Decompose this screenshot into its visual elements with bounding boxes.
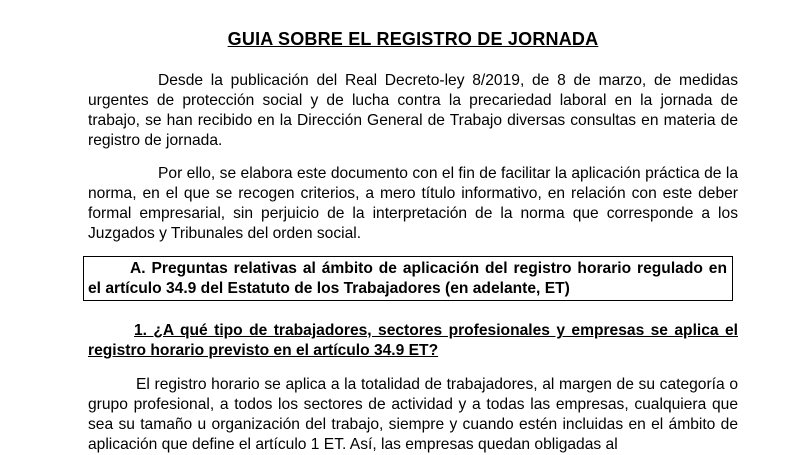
question-1-heading: 1. ¿A qué tipo de trabajadores, sectores profesionales y empresas se aplica el registro horario previsto en el artículo 34.9 ET? — [88, 322, 738, 359]
document-title: GUIA SOBRE EL REGISTRO DE JORNADA — [227, 29, 599, 49]
section-a-heading: A. Preguntas relativas al ámbito de aplicación del registro horario regulado en el artículo 34.9 del Estatuto de los Trabajadores (en adelante, ET) — [88, 260, 727, 297]
section-a-box — [83, 256, 733, 301]
intro-paragraph: Desde la publicación del Real Decreto-ley 8/2019, de 8 de marzo, de medidas urgentes de protección social y de lucha contra la precariedad laboral en la jornada de trabajo, se han recibido en la Dirección General de Trabajo diversas consultas en materia de registro de jornada. — [88, 72, 738, 149]
answer-1-paragraph: El registro horario se aplica a la totalidad de trabajadores, al margen de su categoría o grupo profesional, a todos los sectores de actividad y a todas las empresas, cualquiera que sea su tamaño u organización del trabajo, siempre y cuando estén incluidas en el ámbito de aplicación que define el artículo 1 ET. Así, las empresas quedan obligadas al — [88, 376, 738, 453]
purpose-paragraph: Por ello, se elabora este documento con el fin de facilitar la aplicación práctica de la norma, en el que se recogen criterios, a mero título informativo, en relación con este deber formal empresarial, sin perjuicio de la interpretación de la norma que corresponde a los Juzgados y Tribunales del orden social. — [88, 165, 738, 242]
